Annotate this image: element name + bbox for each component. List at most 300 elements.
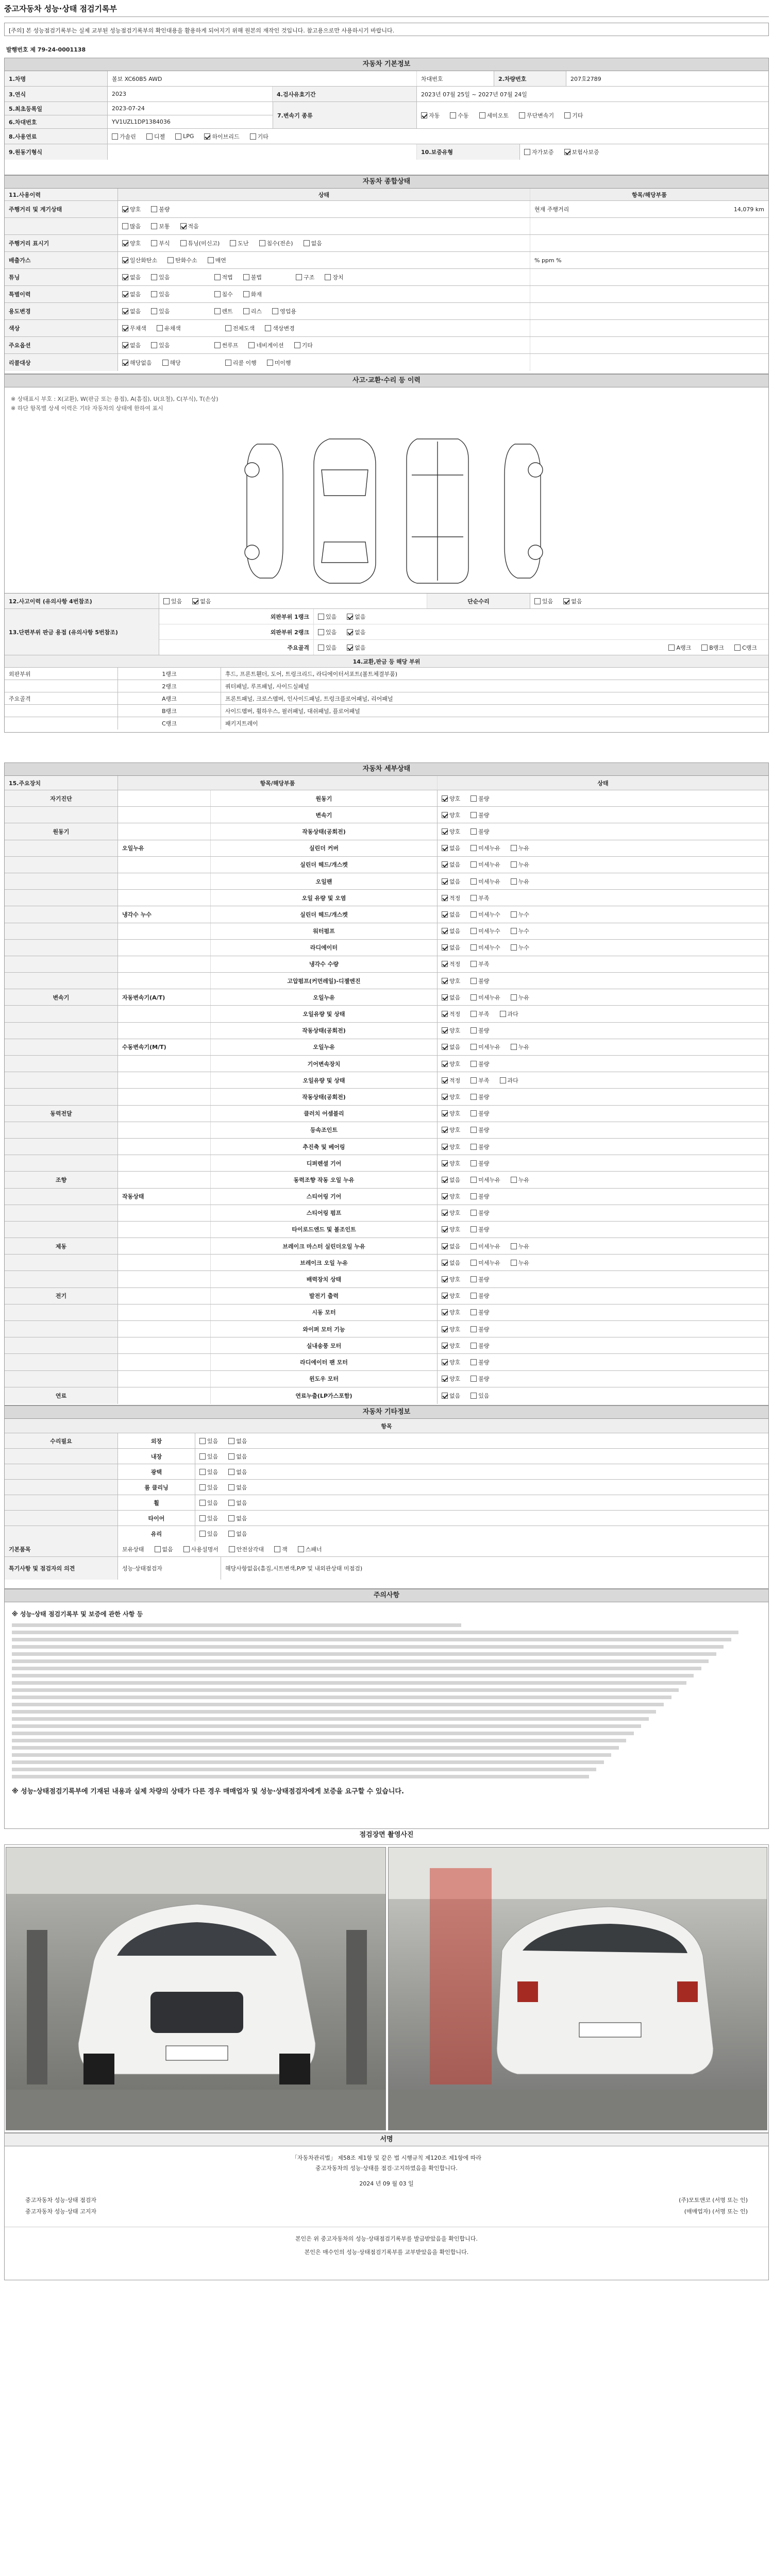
accident-row-2 bbox=[5, 609, 768, 655]
checkbox-icon[interactable] bbox=[151, 342, 157, 348]
checkbox-icon[interactable] bbox=[296, 274, 302, 280]
checkbox-icon[interactable] bbox=[112, 133, 118, 140]
detail-subgroup bbox=[118, 1222, 211, 1238]
checkbox-icon[interactable] bbox=[267, 360, 273, 366]
notice-lines bbox=[12, 1623, 761, 1778]
checkbox-icon[interactable] bbox=[470, 1226, 477, 1232]
option-label: 없음 bbox=[236, 1453, 247, 1460]
checkbox-icon[interactable] bbox=[163, 598, 170, 604]
option-label: 양호 bbox=[449, 1359, 461, 1366]
detail-item: 윈도우 모터 bbox=[211, 1371, 438, 1387]
detail-subgroup bbox=[118, 1387, 211, 1404]
checkbox-icon[interactable] bbox=[225, 325, 231, 331]
checkbox-icon[interactable] bbox=[294, 342, 300, 348]
detail-group bbox=[5, 1337, 118, 1353]
detail-item: 오일유량 및 상태 bbox=[211, 1006, 438, 1022]
other-item: 타이어 bbox=[118, 1511, 195, 1526]
option-label: 불량 bbox=[478, 1210, 490, 1217]
detail-status bbox=[438, 1039, 768, 1055]
checkbox-checked-icon[interactable] bbox=[122, 291, 128, 297]
detail-status bbox=[438, 1387, 768, 1404]
checkbox-checked-icon[interactable] bbox=[442, 1177, 448, 1183]
checkbox-icon[interactable] bbox=[274, 1546, 280, 1552]
detail-group bbox=[5, 1139, 118, 1155]
detail-row bbox=[5, 956, 768, 973]
accident-table bbox=[4, 594, 769, 733]
checkbox-checked-icon[interactable] bbox=[442, 1160, 448, 1166]
checkbox-icon[interactable] bbox=[511, 994, 517, 1001]
overall-row bbox=[5, 320, 768, 337]
overall-row-options bbox=[118, 201, 530, 217]
checkbox-icon[interactable] bbox=[151, 240, 157, 246]
detail-row bbox=[5, 1122, 768, 1139]
other-status bbox=[195, 1433, 768, 1448]
option-label: 미세누유 bbox=[478, 861, 500, 869]
checkbox-icon[interactable] bbox=[162, 360, 169, 366]
detail-status bbox=[438, 1122, 768, 1138]
checkbox-icon[interactable] bbox=[318, 629, 324, 635]
label-warranty: 10.보증유형 bbox=[417, 144, 520, 160]
transmission-options bbox=[417, 102, 768, 128]
warranty-options bbox=[520, 144, 768, 160]
checkbox-checked-icon[interactable] bbox=[442, 1326, 448, 1332]
checkbox-icon[interactable] bbox=[199, 1453, 206, 1460]
section-accident-header: 사고·교환·수리 등 이력 bbox=[4, 374, 769, 387]
notice-line-bar bbox=[12, 1659, 709, 1663]
overall-row-label: 용도변경 bbox=[5, 303, 118, 319]
checkbox-icon[interactable] bbox=[470, 961, 477, 967]
checkbox-icon[interactable] bbox=[564, 112, 570, 118]
option-label: 적법 bbox=[222, 274, 233, 281]
checkbox-checked-icon[interactable] bbox=[442, 994, 448, 1001]
checkbox-checked-icon[interactable] bbox=[122, 342, 128, 348]
checkbox-icon[interactable] bbox=[511, 1177, 517, 1183]
option-label: 있음 bbox=[207, 1453, 219, 1460]
detail-row bbox=[5, 1172, 768, 1188]
checkbox-icon[interactable] bbox=[470, 1343, 477, 1349]
checkbox-checked-icon[interactable] bbox=[122, 206, 128, 212]
detail-item: 기어변속장치 bbox=[211, 1056, 438, 1072]
value-vin: YV1UZL1DP1384036 bbox=[112, 118, 171, 125]
checkbox-icon[interactable] bbox=[470, 1011, 477, 1017]
checkbox-icon[interactable] bbox=[500, 1011, 506, 1017]
checkbox-checked-icon[interactable] bbox=[442, 1077, 448, 1083]
checkbox-icon[interactable] bbox=[470, 944, 477, 951]
checkbox-icon[interactable] bbox=[470, 994, 477, 1001]
checkbox-icon[interactable] bbox=[225, 360, 231, 366]
checkbox-checked-icon[interactable] bbox=[564, 149, 570, 155]
overall-row-right bbox=[530, 252, 768, 268]
detail-group: 전기 bbox=[5, 1288, 118, 1304]
checkbox-checked-icon[interactable] bbox=[442, 1110, 448, 1116]
checkbox-icon[interactable] bbox=[668, 645, 675, 651]
rank-name: 1랭크 bbox=[118, 668, 221, 680]
checkbox-icon[interactable] bbox=[470, 1393, 477, 1399]
sign-date: 2024 년 09 월 03 일 bbox=[359, 2180, 414, 2187]
checkbox-icon[interactable] bbox=[151, 206, 157, 212]
checkbox-icon[interactable] bbox=[151, 223, 157, 229]
checkbox-icon[interactable] bbox=[511, 1044, 517, 1050]
checkbox-icon[interactable] bbox=[470, 1160, 477, 1166]
detail-group: 자기진단 bbox=[5, 790, 118, 806]
overall-row-options bbox=[118, 252, 530, 268]
overall-row-options bbox=[118, 303, 530, 319]
checkbox-icon[interactable] bbox=[228, 1531, 234, 1537]
option-self-warranty: 자가보증 bbox=[532, 149, 554, 156]
checkbox-checked-icon[interactable] bbox=[442, 1094, 448, 1100]
title-rule bbox=[4, 16, 769, 17]
other-item: 내장 bbox=[118, 1449, 195, 1464]
detail-item: 타이로드엔드 및 볼조인트 bbox=[211, 1222, 438, 1238]
option-label: 없음 bbox=[236, 1499, 247, 1506]
detail-subgroup bbox=[118, 1238, 211, 1254]
checkbox-icon[interactable] bbox=[470, 845, 477, 851]
rank-items: 사이드멤버, 휠하우스, 필러패널, 대쉬패널, 플로어패널 bbox=[225, 707, 360, 715]
checkbox-icon[interactable] bbox=[318, 614, 324, 620]
checkbox-checked-icon[interactable] bbox=[442, 1144, 448, 1150]
checkbox-checked-icon[interactable] bbox=[442, 861, 448, 868]
checkbox-icon[interactable] bbox=[470, 828, 477, 835]
option-yes: 있음 bbox=[542, 598, 553, 605]
option-label: 있음 bbox=[207, 1484, 219, 1491]
checkbox-icon[interactable] bbox=[534, 598, 541, 604]
checkbox-icon[interactable] bbox=[511, 944, 517, 951]
detail-item: 변속기 bbox=[211, 807, 438, 823]
detail-subgroup bbox=[118, 1371, 211, 1387]
checkbox-icon[interactable] bbox=[304, 240, 310, 246]
checkbox-checked-icon[interactable] bbox=[347, 614, 353, 620]
option-label: 적정 bbox=[449, 894, 461, 902]
checkbox-checked-icon[interactable] bbox=[122, 257, 128, 263]
detail-row bbox=[5, 940, 768, 956]
detail-row bbox=[5, 1337, 768, 1354]
checkbox-icon[interactable] bbox=[250, 133, 256, 140]
checkbox-checked-icon[interactable] bbox=[421, 112, 427, 118]
checkbox-icon[interactable] bbox=[265, 325, 271, 331]
other-group bbox=[5, 1495, 118, 1510]
checkbox-checked-icon[interactable] bbox=[442, 1011, 448, 1017]
checkbox-icon[interactable] bbox=[230, 240, 236, 246]
checkbox-icon[interactable] bbox=[470, 1359, 477, 1365]
checkbox-icon[interactable] bbox=[470, 1061, 477, 1067]
checkbox-icon[interactable] bbox=[155, 1546, 161, 1552]
detail-item: 실린더 헤드/개스켓 bbox=[211, 857, 438, 873]
checkbox-checked-icon[interactable] bbox=[442, 1027, 448, 1033]
checkbox-icon[interactable] bbox=[199, 1469, 206, 1475]
checkbox-icon[interactable] bbox=[180, 240, 187, 246]
checkbox-icon[interactable] bbox=[228, 1484, 234, 1490]
checkbox-icon[interactable] bbox=[470, 1144, 477, 1150]
checkbox-icon[interactable] bbox=[259, 240, 265, 246]
checkbox-icon[interactable] bbox=[524, 149, 530, 155]
checkbox-checked-icon[interactable] bbox=[442, 812, 448, 818]
checkbox-icon[interactable] bbox=[151, 291, 157, 297]
checkbox-icon[interactable] bbox=[470, 878, 477, 885]
checkbox-checked-icon[interactable] bbox=[442, 1376, 448, 1382]
checkbox-icon[interactable] bbox=[243, 291, 249, 297]
checkbox-checked-icon[interactable] bbox=[442, 1243, 448, 1249]
checkbox-checked-icon[interactable] bbox=[442, 961, 448, 967]
checkbox-icon[interactable] bbox=[511, 878, 517, 885]
checkbox-icon[interactable] bbox=[229, 1546, 235, 1552]
notice-line-bar bbox=[12, 1674, 694, 1677]
notice-line-bar bbox=[12, 1703, 664, 1706]
option-label: 누유 bbox=[518, 1044, 530, 1051]
checkbox-icon[interactable] bbox=[470, 1326, 477, 1332]
checkbox-icon[interactable] bbox=[228, 1500, 234, 1506]
checkbox-icon[interactable] bbox=[470, 895, 477, 901]
checkbox-icon[interactable] bbox=[199, 1484, 206, 1490]
checkbox-icon[interactable] bbox=[470, 1243, 477, 1249]
checkbox-icon[interactable] bbox=[511, 845, 517, 851]
checkbox-icon[interactable] bbox=[228, 1453, 234, 1460]
checkbox-checked-icon[interactable] bbox=[442, 1127, 448, 1133]
checkbox-icon[interactable] bbox=[208, 257, 214, 263]
detail-subgroup bbox=[118, 1106, 211, 1122]
checkbox-icon[interactable] bbox=[318, 645, 324, 651]
checkbox-checked-icon[interactable] bbox=[442, 895, 448, 901]
checkbox-checked-icon[interactable] bbox=[122, 360, 128, 366]
certificate-number: 발행번호 제 79-24-0001138 bbox=[6, 46, 86, 53]
option-yes: 있음 bbox=[326, 644, 337, 651]
checkbox-checked-icon[interactable] bbox=[442, 1260, 448, 1266]
detail-table bbox=[4, 776, 769, 1405]
value-year: 2023 bbox=[108, 87, 273, 101]
option-label: 양호 bbox=[449, 1027, 461, 1035]
checkbox-icon[interactable] bbox=[122, 223, 128, 229]
checkbox-icon[interactable] bbox=[511, 1243, 517, 1249]
checkbox-icon[interactable] bbox=[511, 928, 517, 934]
checkbox-checked-icon[interactable] bbox=[347, 645, 353, 651]
detail-group bbox=[5, 890, 118, 906]
checkbox-icon[interactable] bbox=[214, 274, 221, 280]
checkbox-checked-icon[interactable] bbox=[442, 1193, 448, 1199]
checkbox-icon[interactable] bbox=[470, 1177, 477, 1183]
checkbox-checked-icon[interactable] bbox=[442, 1343, 448, 1349]
detail-item: 배력장치 상태 bbox=[211, 1271, 438, 1287]
checkbox-checked-icon[interactable] bbox=[442, 944, 448, 951]
detail-status bbox=[438, 1155, 768, 1171]
checkbox-checked-icon[interactable] bbox=[122, 325, 128, 331]
sign-notifier-label: 중고자동차 성능·상태 고지자 bbox=[25, 2208, 97, 2215]
checkbox-icon[interactable] bbox=[450, 112, 456, 118]
notice-line-bar bbox=[12, 1645, 724, 1649]
checkbox-checked-icon[interactable] bbox=[442, 928, 448, 934]
detail-subgroup bbox=[118, 956, 211, 972]
checkbox-icon[interactable] bbox=[511, 861, 517, 868]
document-title: 중고자동차 성능·상태 점검기록부 bbox=[4, 4, 117, 13]
checkbox-icon[interactable] bbox=[248, 342, 255, 348]
checkbox-checked-icon[interactable] bbox=[192, 598, 198, 604]
option-insurer-warranty: 보험사보증 bbox=[572, 149, 599, 156]
checkbox-checked-icon[interactable] bbox=[442, 1044, 448, 1050]
detail-item: 와이퍼 모터 기능 bbox=[211, 1321, 438, 1337]
option-label: 양호 bbox=[449, 1210, 461, 1217]
checkbox-icon[interactable] bbox=[470, 1376, 477, 1382]
option-label: 불량 bbox=[478, 1127, 490, 1134]
overall-row-label: 특별이력 bbox=[5, 286, 118, 302]
detail-status bbox=[438, 1288, 768, 1304]
option-label: 양호 bbox=[449, 795, 461, 802]
detail-item: 클러치 어셈블리 bbox=[211, 1106, 438, 1122]
option-label: 미세누유 bbox=[478, 1044, 500, 1051]
option-label: 누유 bbox=[518, 1176, 530, 1183]
other-status bbox=[195, 1495, 768, 1510]
checkbox-icon[interactable] bbox=[199, 1515, 206, 1521]
checkbox-icon[interactable] bbox=[228, 1469, 234, 1475]
checkbox-icon[interactable] bbox=[298, 1546, 304, 1552]
checkbox-icon[interactable] bbox=[175, 133, 181, 140]
checkbox-icon[interactable] bbox=[325, 274, 331, 280]
checkbox-icon[interactable] bbox=[151, 274, 157, 280]
notice-area bbox=[4, 1602, 769, 1829]
checkbox-icon[interactable] bbox=[146, 133, 153, 140]
checkbox-icon[interactable] bbox=[470, 1110, 477, 1116]
checkbox-checked-icon[interactable] bbox=[442, 1210, 448, 1216]
option-label: 없음 bbox=[236, 1468, 247, 1476]
checkbox-icon[interactable] bbox=[214, 291, 221, 297]
detail-row bbox=[5, 1222, 768, 1238]
checkbox-checked-icon[interactable] bbox=[442, 828, 448, 835]
detail-status bbox=[438, 1337, 768, 1353]
checkbox-checked-icon[interactable] bbox=[442, 878, 448, 885]
legend-text-2: ※ 하단 항목별 상세 이력은 기타 자동차의 상태에 한하여 표시 bbox=[11, 405, 163, 412]
checkbox-icon[interactable] bbox=[470, 1094, 477, 1100]
checkbox-checked-icon[interactable] bbox=[442, 845, 448, 851]
checkbox-checked-icon[interactable] bbox=[347, 629, 353, 635]
detail-rows bbox=[5, 790, 768, 1404]
overall-row-right bbox=[530, 354, 768, 371]
checkbox-icon[interactable] bbox=[470, 1044, 477, 1050]
checkbox-checked-icon[interactable] bbox=[442, 1293, 448, 1299]
checkbox-checked-icon[interactable] bbox=[442, 978, 448, 984]
checkbox-icon[interactable] bbox=[214, 308, 221, 314]
label-accident-history: 12.사고이력 (유의사항 4번참조) bbox=[5, 594, 159, 608]
checkbox-checked-icon[interactable] bbox=[442, 1276, 448, 1282]
option-label: 색상변경 bbox=[273, 325, 295, 332]
checkbox-icon[interactable] bbox=[479, 112, 485, 118]
checkbox-checked-icon[interactable] bbox=[122, 308, 128, 314]
checkbox-icon[interactable] bbox=[519, 112, 525, 118]
checkbox-checked-icon[interactable] bbox=[204, 133, 210, 140]
checkbox-checked-icon[interactable] bbox=[442, 911, 448, 918]
checkbox-icon[interactable] bbox=[500, 1077, 506, 1083]
value-engine-type bbox=[108, 144, 417, 160]
detail-item: 냉각수 수량 bbox=[211, 956, 438, 972]
detail-subgroup bbox=[118, 1337, 211, 1353]
section-notice-header: 주의사항 bbox=[4, 1589, 769, 1602]
checkbox-icon[interactable] bbox=[243, 274, 249, 280]
option-label: 없음 bbox=[236, 1484, 247, 1491]
detail-item: 고압펌프(커먼레일)-디젤엔진 bbox=[211, 973, 438, 989]
checkbox-checked-icon[interactable] bbox=[122, 274, 128, 280]
checkbox-checked-icon[interactable] bbox=[442, 1393, 448, 1399]
checkbox-icon[interactable] bbox=[470, 1309, 477, 1315]
checkbox-icon[interactable] bbox=[470, 861, 477, 868]
option-label: 부족 bbox=[478, 894, 490, 902]
detail-subgroup bbox=[118, 923, 211, 939]
checkbox-checked-icon[interactable] bbox=[442, 1061, 448, 1067]
detail-item: 등속조인트 bbox=[211, 1122, 438, 1138]
detail-status bbox=[438, 1106, 768, 1122]
checkbox-checked-icon[interactable] bbox=[442, 1226, 448, 1232]
notice-line-bar bbox=[12, 1724, 641, 1728]
label-year: 3.연식 bbox=[5, 87, 108, 101]
option-label: 화재 bbox=[250, 291, 262, 298]
checkbox-checked-icon[interactable] bbox=[442, 1359, 448, 1365]
option-label: 양호 bbox=[449, 977, 461, 985]
checkbox-icon[interactable] bbox=[199, 1500, 206, 1506]
checkbox-icon[interactable] bbox=[470, 1127, 477, 1133]
checkbox-checked-icon[interactable] bbox=[442, 795, 448, 802]
checkbox-checked-icon[interactable] bbox=[122, 240, 128, 246]
detail-row bbox=[5, 840, 768, 857]
checkbox-icon[interactable] bbox=[470, 1276, 477, 1282]
option-label: 없음 bbox=[449, 911, 461, 918]
checkbox-icon[interactable] bbox=[470, 1293, 477, 1299]
checkbox-icon[interactable] bbox=[243, 308, 249, 314]
checkbox-icon[interactable] bbox=[470, 1027, 477, 1033]
checkbox-icon[interactable] bbox=[470, 795, 477, 802]
checkbox-icon[interactable] bbox=[701, 645, 708, 651]
checkbox-icon[interactable] bbox=[157, 325, 163, 331]
checkbox-icon[interactable] bbox=[511, 1260, 517, 1266]
rank-side bbox=[5, 680, 118, 692]
checkbox-checked-icon[interactable] bbox=[180, 223, 187, 229]
detail-row bbox=[5, 1371, 768, 1387]
checkbox-icon[interactable] bbox=[199, 1531, 206, 1537]
detail-row bbox=[5, 1106, 768, 1122]
checkbox-icon[interactable] bbox=[167, 257, 174, 263]
option-label: 미세누수 bbox=[478, 928, 500, 935]
checkbox-icon[interactable] bbox=[470, 1077, 477, 1083]
checkbox-icon[interactable] bbox=[183, 1546, 190, 1552]
checkbox-icon[interactable] bbox=[228, 1438, 234, 1444]
checkbox-icon[interactable] bbox=[470, 928, 477, 934]
checkbox-icon[interactable] bbox=[228, 1515, 234, 1521]
detail-row bbox=[5, 989, 768, 1006]
rank-rows bbox=[5, 668, 768, 730]
checkbox-icon[interactable] bbox=[470, 1193, 477, 1199]
notice-line-bar bbox=[12, 1753, 611, 1757]
overall-row-label: 주요옵션 bbox=[5, 337, 118, 353]
checkbox-icon[interactable] bbox=[199, 1438, 206, 1444]
checkbox-icon[interactable] bbox=[272, 308, 278, 314]
checkbox-icon[interactable] bbox=[470, 978, 477, 984]
detail-item: 실내송풍 모터 bbox=[211, 1337, 438, 1353]
detail-group bbox=[5, 1205, 118, 1221]
checkbox-icon[interactable] bbox=[470, 1210, 477, 1216]
basic-row-engine bbox=[5, 144, 768, 160]
detail-status bbox=[438, 1189, 768, 1205]
detail-subgroup: 자동변속기(A/T) bbox=[118, 989, 211, 1005]
value-plate: 207호2789 bbox=[570, 75, 601, 82]
detail-status bbox=[438, 923, 768, 939]
section-overall-header: 자동차 종합상태 bbox=[4, 175, 769, 189]
checkbox-icon[interactable] bbox=[214, 342, 221, 348]
checkbox-icon[interactable] bbox=[734, 645, 741, 651]
option-label: 불량 bbox=[478, 1143, 490, 1150]
checkbox-icon[interactable] bbox=[511, 911, 517, 918]
checkbox-checked-icon[interactable] bbox=[442, 1309, 448, 1315]
detail-subgroup bbox=[118, 1354, 211, 1370]
checkbox-icon[interactable] bbox=[470, 1260, 477, 1266]
checkbox-icon[interactable] bbox=[151, 308, 157, 314]
checkbox-icon[interactable] bbox=[470, 911, 477, 918]
checkbox-checked-icon[interactable] bbox=[563, 598, 569, 604]
checkbox-icon[interactable] bbox=[470, 812, 477, 818]
option-label: 양호 bbox=[449, 1276, 461, 1283]
